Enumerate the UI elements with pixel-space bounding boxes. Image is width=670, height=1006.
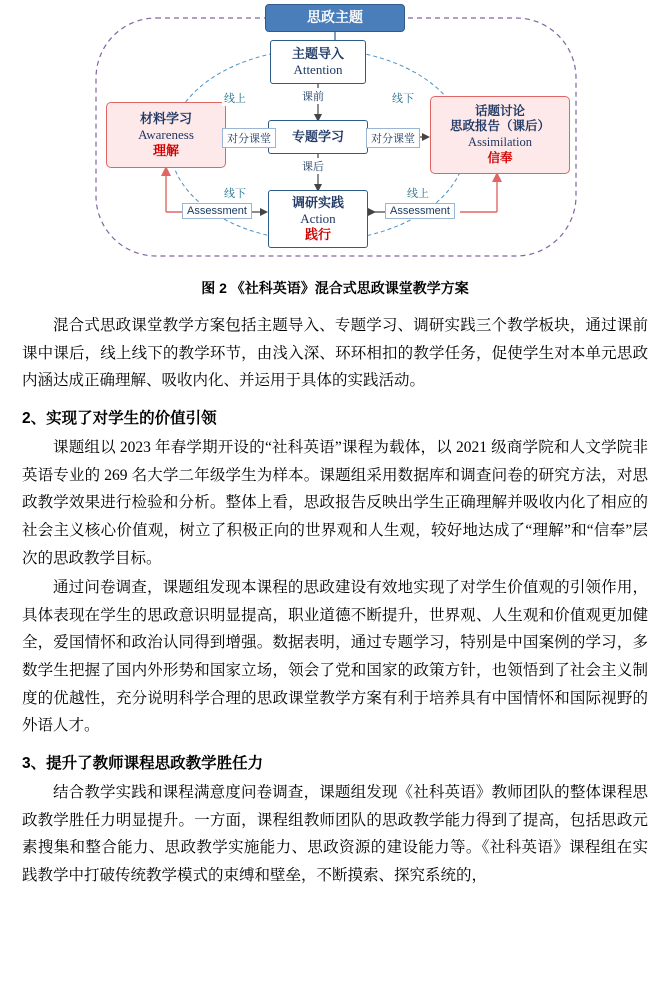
node-awareness-en: Awareness: [138, 126, 194, 142]
paragraph-4: 结合教学实践和课程满意度问卷调查，课题组发现《社科英语》教师团队的整体课程思政教学胜任力明显提升。一方面，课程组教师团队的思政教学能力得到了提高，包括思政元素搜集和整合能力、思政教学实施能力、思政资源的建设能力等。《社科英语》课程组在实践教学中打破传统教学模式的束缚和壁垒，不断摸索、探究系统的，: [22, 784, 648, 884]
label-after-class: 课后: [300, 158, 326, 174]
label-offline-left: 线下: [222, 185, 248, 201]
label-assessment-left: Assessment: [182, 203, 252, 219]
label-split-right: 对分课堂: [366, 128, 420, 148]
label-online-right: 线上: [405, 185, 431, 201]
node-attention-cn: 主题导入: [291, 45, 344, 61]
figure-title-text: 思政主题: [307, 9, 363, 26]
node-action-cn: 调研实践: [291, 194, 344, 210]
figure-caption: 图 2 《社科英语》混合式思政课堂教学方案: [201, 280, 469, 296]
node-assimilation-cn2: 思政报告（课后）: [449, 119, 550, 134]
node-action-red: 践行: [304, 227, 331, 243]
node-awareness-cn: 材料学习: [139, 110, 192, 126]
node-action-en: Action: [300, 210, 336, 226]
paragraph-3: 通过问卷调查，课题组发现本课程的思政建设有效地实现了对学生价值观的引领作用，具体表现在学生的思政意识明显提高，职业道德不断提升，世界观、人生观和价值观更加健全，爱国情怀和政治认同得到增强。数据表明，通过专题学习，特别是中国案例的学习，多数学生把握了国内外形势和国家立场，领会了党和国家的政策方针，也领悟到了社会主义制度的优越性，充分说明科学合理的思政课堂教学方案有利于培养具有中国情怀和国际视野的外语人才。: [22, 579, 648, 735]
node-attention-en: Attention: [293, 62, 343, 77]
label-offline-right: 线下: [390, 90, 416, 106]
node-assimilation-cn1: 话题讨论: [474, 103, 525, 118]
figure-diagram: [0, 0, 670, 272]
node-awareness: [106, 102, 226, 168]
node-assimilation-red: 信奉: [487, 150, 513, 165]
node-zhuanti-cn: 专题学习: [291, 128, 344, 144]
figure-title-box: [265, 4, 405, 32]
label-before-class: 课前: [300, 88, 326, 104]
node-zhuanti: [268, 120, 368, 154]
label-assessment-right: Assessment: [385, 203, 455, 219]
node-assimilation: [430, 96, 570, 174]
label-split-left: 对分课堂: [222, 128, 276, 148]
node-assimilation-en: Assimilation: [468, 135, 532, 149]
node-awareness-red: 理解: [152, 143, 179, 159]
heading-2: 2、实现了对学生的价值引领: [22, 409, 217, 427]
document-body: [0, 312, 670, 890]
paragraph-2: 课题组以 2023 年春学期开设的“社科英语”课程为载体，以 2021 级商学院和人文学院非英语专业的 269 名大学二年级学生为样本。课题组采用数据库和调查问卷的研究方法，对思政教学效果进行检验和分析。整体上看，思政报告反映出学生正确理解并吸收内化了相应的社会主义核心价值观，树立了积极正向的世界观和人生观，较好地达成了“理解”和“信奉”层次的思政教学目标。: [22, 439, 648, 567]
node-action: [268, 190, 368, 248]
heading-3: 3、提升了教师课程思政教学胜任力: [22, 754, 264, 772]
node-attention: [270, 40, 366, 84]
label-online-left: 线上: [222, 90, 248, 106]
paragraph-1: 混合式思政课堂教学方案包括主题导入、专题学习、调研实践三个教学板块，通过课前课中课后，线上线下的教学环节，由浅入深、环环相扣的教学任务，促使学生对本单元思政内涵达成正确理解、吸收内化、并运用于具体的实践活动。: [22, 317, 648, 390]
